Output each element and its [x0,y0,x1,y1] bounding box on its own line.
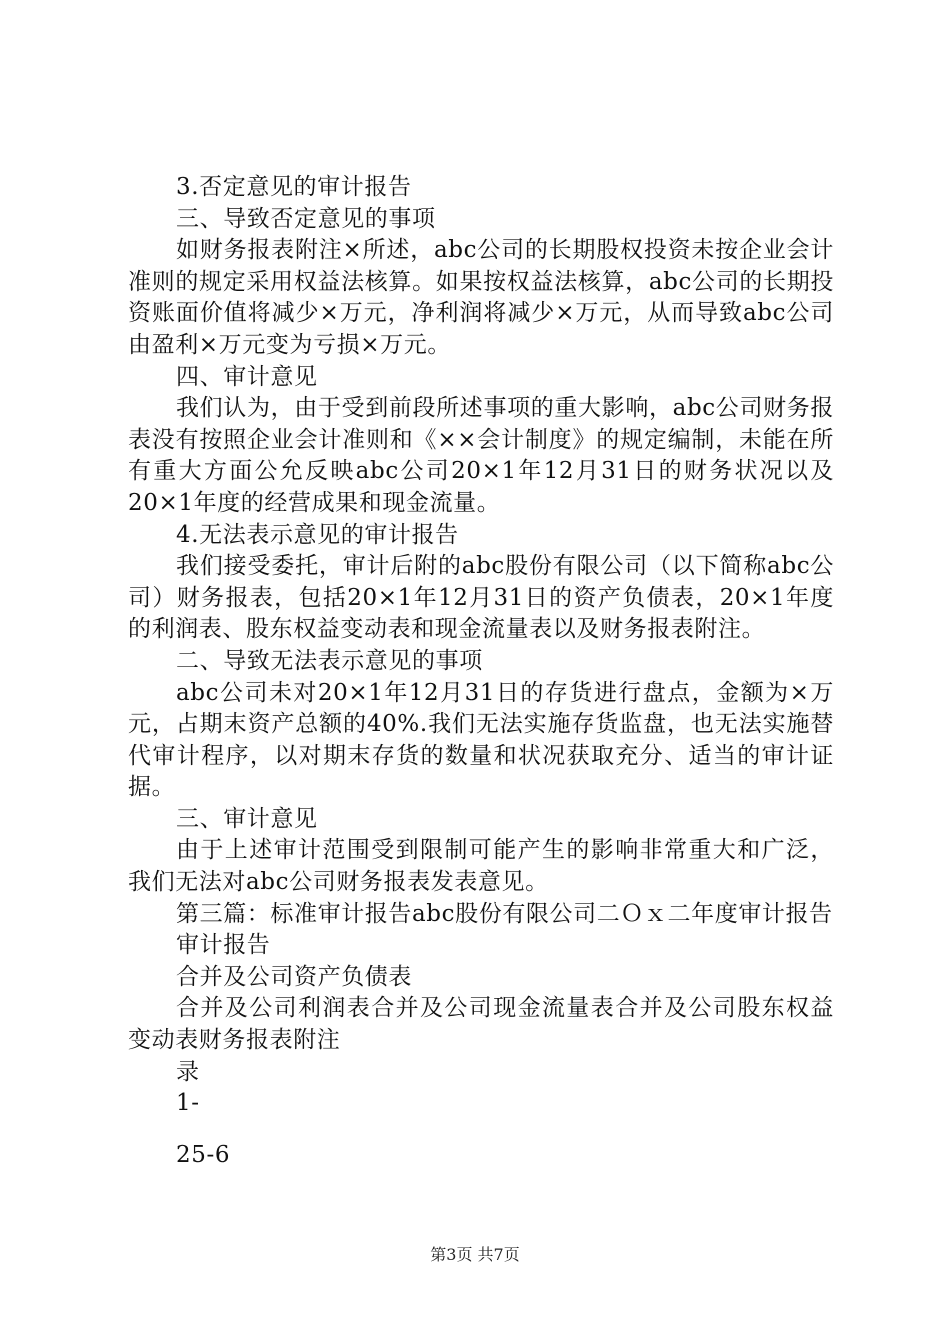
toc-item: 25-6 [176,1141,231,1168]
section-heading: 4.无法表示意见的审计报告 [176,521,459,548]
body-paragraph: 如财务报表附注×所述，abc公司的长期股权投资未按企业会计准则的规定采用权益法核算。如果按权益法核算，abc公司的长期投资账面价值将减少×万元，净利润将减少×万元，从而导致abc公司由盈利×万元变为亏损×万元。 [128,237,834,358]
section-heading: 三、导致否定意见的事项 [176,205,436,232]
toc-item: 录 [176,1058,200,1085]
body-paragraph: 我们接受委托，审计后附的abc股份有限公司（以下简称abc公司）财务报表，包括20×1年12月31日的资产负债表，20×1年度的利润表、股东权益变动表和现金流量表以及财务报表附注。 [128,553,834,643]
section-heading: 四、审计意见 [176,363,318,390]
body-paragraph: abc公司未对20×1年12月31日的存货进行盘点，金额为×万元，占期末资产总额的40%.我们无法实施存货监盘，也无法实施替代审计程序，以对期末存货的数量和状况获取充分、适当的审计证据。 [128,679,834,801]
body-paragraph: 由于上述审计范围受到限制可能产生的影响非常重大和广泛，我们无法对abc公司财务报表发表意见。 [128,837,834,896]
toc-item: 1- [176,1090,200,1117]
toc-item: 合并及公司利润表合并及公司现金流量表合并及公司股东权益变动表财务报表附注 [128,995,834,1054]
section-heading: 三、审计意见 [176,805,318,832]
body-paragraph: 我们认为，由于受到前段所述事项的重大影响，abc公司财务报表没有按照企业会计准则和《××会计制度》的规定编制，未能在所有重大方面公允反映abc公司20×1年12月31日的财务状况以及20×1年度的经营成果和现金流量。 [128,395,834,516]
section-heading: 二、导致无法表示意见的事项 [176,647,483,674]
document-body [128,172,834,1171]
page-number-footer: 第3页 共7页 [430,1245,520,1264]
chapter-heading: 第三篇：标准审计报告abc股份有限公司二Ｏｘ二年度审计报告 [176,900,833,927]
toc-item: 合并及公司资产负债表 [176,963,412,990]
section-heading: 3.否定意见的审计报告 [176,174,412,200]
toc-item: 审计报告 [176,932,271,959]
